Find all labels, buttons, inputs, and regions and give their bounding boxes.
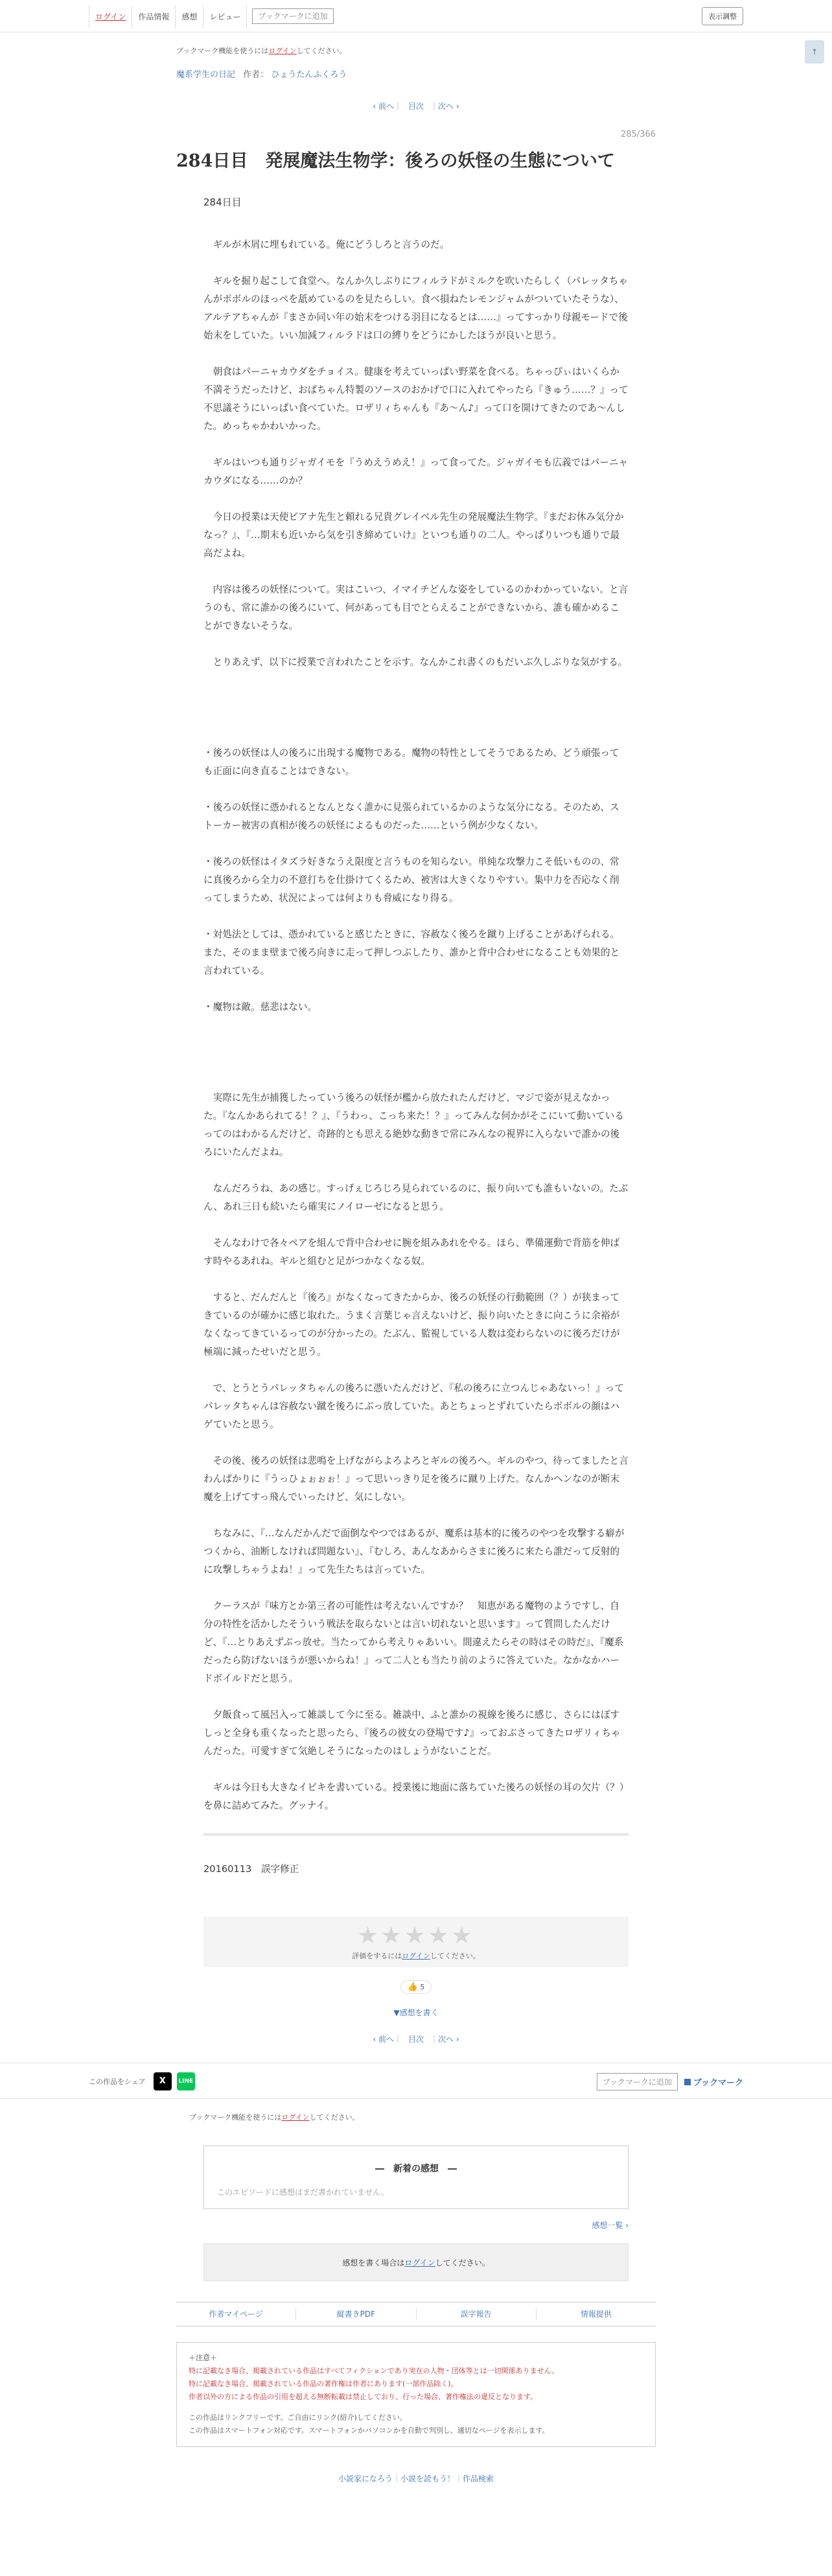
author-link[interactable]: ひょうたんふくろう xyxy=(271,70,347,80)
search-link[interactable]: 作品検索 xyxy=(463,2474,494,2483)
impressions-list-link[interactable]: 感想一覧 › xyxy=(592,2221,629,2230)
bookmark-notice-bottom-suffix: してください。 xyxy=(309,2113,360,2122)
login-link[interactable]: ログイン xyxy=(89,5,132,29)
bookmark-notice-login-link[interactable]: ログイン xyxy=(268,47,297,55)
footer-nav xyxy=(176,2302,656,2326)
toc-link-bottom[interactable]: 目次 xyxy=(408,2035,424,2044)
new-impressions-empty: このエピソードに感想はまだ書かれていません。 xyxy=(217,2188,389,2197)
next-link[interactable]: 次へ › xyxy=(438,102,459,111)
scroll-top-tab[interactable]: ↑ xyxy=(805,40,824,64)
bookmark-notice-text: ブックマーク機能を使うには xyxy=(176,47,269,55)
chapter-title: 284日目 発展魔法生物学：後ろの妖怪の生態について xyxy=(176,151,615,171)
rating-note-text: 評価をするには xyxy=(352,1952,402,1960)
rating-login-link[interactable]: ログイン xyxy=(402,1952,430,1960)
new-impressions-box xyxy=(203,2146,629,2209)
body-paragraph: ・魔物は敵。慈悲はない。 xyxy=(203,1001,318,1013)
reviews-link[interactable]: レビュー xyxy=(203,5,247,29)
share-bar xyxy=(0,2063,832,2099)
body-paragraph: ギルは今日も大きなイビキを書いている。授業後に地面に落ちていた後ろの妖怪の耳の欠片（？）を鼻に詰めてみた。グッナイ。 xyxy=(203,1782,625,1811)
body-paragraph: クーラスが『味方とか第三者の可能性は考えないんですか？ 知恵がある魔物のようですし、自分の特性を活かしたそういう戦法を取らないとは言い切れないと思います』って質問したんだけど、『…とりあえずぶっ放せ。当たってから考えりゃあいい。間違えたらその時はその時だ』、『魔系だったら防げないほうが悪いからね！』って二人とも当たり前のように答えていた。なかなかハードボイルドだと思う。 xyxy=(203,1600,624,1684)
bottom-links: 小説家になろう｜小説を読もう！｜作品検索 xyxy=(338,2474,494,2483)
body-paragraph xyxy=(203,690,629,708)
impressions-link[interactable]: 感想 xyxy=(176,5,203,29)
line-share-icon[interactable]: LINE xyxy=(177,2072,195,2090)
notice-gray-block xyxy=(189,2411,643,2437)
new-impressions-title: ― 新着の感想 ― xyxy=(375,2164,457,2174)
share-right xyxy=(597,2073,743,2090)
series-title-link[interactable]: 魔系学生の日記 xyxy=(176,70,236,80)
body-paragraph: なんだろうね、あの感じ。すっげぇじろじろ見られているのに、振り向いても誰もいないの。たぶん、あれ三日も続いたら確実にノイローゼになると思う。 xyxy=(203,1183,629,1212)
novel-body xyxy=(176,236,656,1815)
top-nav xyxy=(89,5,247,29)
body-paragraph: 今日の授業は天使ピアナ先生と頼れる兄貴グレイベル先生の発展魔法生物学。『まだお休み気分かなっ？』、『…期末も近いから気を引き締めていけ』といつも通りの二人。やっぱりいつも通りで最高だよね。 xyxy=(203,511,624,559)
body-paragraph: ちなみに、『…なんだかんだで面倒なやつではあるが、魔系は基本的に後ろのやつを攻撃する癖がつくから、油断しなければ問題ない』、『むしろ、あんなあからさまに後ろに来たら誰だって反射的に攻撃しちゃうよね！』って先生たちは言っていた。 xyxy=(203,1528,625,1575)
body-paragraph: ・後ろの妖怪はイタズラ好きなうえ限度と言うものを知らない。単純な攻撃力こそ低いものの、常に真後ろから全力の不意打ちを仕掛けてくるため、被害は大きくなりやすい。集中力を否応なく削ってしまうため、状況によっては何よりも脅威になり得る。 xyxy=(203,856,619,904)
impression-login-link[interactable]: ログイン xyxy=(404,2258,435,2267)
impression-login-text: 感想を書く場合は xyxy=(342,2258,405,2267)
body-paragraph: ・後ろの妖怪に憑かれるとなんとなく誰かに見張られているかのような気分になる。そのため、ストーカー被害の真相が後ろの妖怪によるものだった……という例が少なくない。 xyxy=(203,802,619,831)
share-label: この作品をシェア xyxy=(89,2078,146,2086)
bookmark-notice-bottom xyxy=(176,2112,656,2122)
body-paragraph: そんなわけで各々ペアを組んで背中合わせに腕を組みあれをやる。ほら、準備運動で背筋を伸ばす時やるあれね。ギルと組むと足がつかなくなる奴。 xyxy=(203,1237,620,1267)
bookmark-square-icon xyxy=(684,2079,691,2085)
rating-stars[interactable]: ★★★★★ xyxy=(357,1923,475,1949)
notice-red-line: 特に記載なき場合、掲載されている作品の著作権は作者にあります(一部作品除く)。 xyxy=(189,2380,458,2388)
bookmark-notice-bottom-text: ブックマーク機能を使うには xyxy=(189,2113,282,2122)
like-count: 5 xyxy=(420,1983,425,1991)
body-paragraph: とりあえず、以下に授業で言われたことを示す。なんかこれ書くのもだいぶ久しぶりな気がする。 xyxy=(203,657,628,668)
vertical-pdf-link[interactable]: 縦書きPDF xyxy=(296,2308,416,2320)
notice-red-line: 特に記載なき場合、掲載されている作品はすべてフィクションであり実在の人物・団体等とは一切関係ありません。 xyxy=(189,2367,559,2375)
display-settings-button[interactable]: 表示調整 xyxy=(702,7,743,25)
impression-login-suffix: してください。 xyxy=(435,2258,490,2267)
body-paragraph: ・対処法としては、憑かれていると感じたときに、容赦なく後ろを蹴り上げることがあげられる。また、そのまま壁まで後ろ向きに走って押しつぶしたり、誰かと背中合わせになることも効果的と言われている。 xyxy=(203,929,620,976)
bookmark-add-button[interactable]: ブックマークに追加 xyxy=(252,8,333,24)
body-paragraph: ギルを掘り起こして食堂へ。なんか久しぶりにフィルラドがミルクを吹いたらしく（パレッタちゃんがポボルのほっぺを舐めているのを見たらしい。食べ損ねたレモンジャムがついていたそうな）、アルテアちゃんが『まさか同い年の始末をつける羽目になるとは……』ってすっかり母親モードで後始末をしていた。いい加減フィルラドは口の縛りをどうにかしたほうが良いと思う。 xyxy=(203,275,628,341)
body-paragraph: すると、だんだんと『後ろ』がなくなってきたからか、後ろの妖怪の行動範囲（？）が狭まってきているのが確かに感じ取れた。うまく言葉じゃ言えないけど、振り向いたときに向こうに余裕がなくなってきているってのが分かったの。たぶん、監視している人数は変わらないのに後ろだけが極端に減ったせいだと思う。 xyxy=(203,1292,620,1357)
notice-box xyxy=(176,2342,656,2447)
notice-gray-line: この作品はリンクフリーです。ご自由にリンク(紹介)してください。 xyxy=(189,2413,407,2422)
episode-pager-top: ‹ 前へ｜ 目次 ｜次へ › xyxy=(373,102,459,111)
bookmark-link-label: ブックマーク xyxy=(693,2078,743,2088)
episode-count: 285/366 xyxy=(620,130,656,139)
narou-link[interactable]: 小説家になろう xyxy=(338,2474,393,2483)
lower-content xyxy=(176,2112,656,2281)
body-paragraph: ギルはいつも通りジャガイモを『うめえうめえ！』って食ってた。ジャガイモも広義ではパーニャカウダになる……のか？ xyxy=(203,457,629,486)
toc-link[interactable]: 目次 xyxy=(408,102,424,111)
rating-box xyxy=(203,1917,629,1967)
prev-link-bottom[interactable]: ‹ 前へ xyxy=(373,2035,394,2044)
series-info xyxy=(176,67,656,80)
bookmark-notice-bottom-login-link[interactable]: ログイン xyxy=(281,2113,310,2122)
thumbs-up-icon: 👍 xyxy=(407,1982,418,1992)
main-content xyxy=(176,45,656,2044)
body-paragraph: 夕飯食って風呂入って雑談して今に至る。雑談中、ふと誰かの視線を後ろに感じ、さらにはぽすしっと全身も重くなったと思ったら、『後ろの彼女の登場です♪』っておぶさってきたロザリィちゃんだった。可愛すぎて気絶しそうになったのはしょうがないことだ。 xyxy=(203,1709,621,1757)
info-provide-link[interactable]: 情報提供 xyxy=(580,2310,612,2319)
author-label: 作者： xyxy=(243,70,269,80)
typo-report-link[interactable]: 誤字報告 xyxy=(417,2308,537,2320)
chapter-subtitle: 284日目 xyxy=(203,196,242,208)
body-paragraph xyxy=(203,1035,629,1053)
author-mypage-link[interactable]: 作者マイページ xyxy=(176,2308,296,2320)
like-button[interactable] xyxy=(400,1980,432,1994)
body-paragraph: 朝食はパーニャカウダをチョイス。健康を考えていっぱい野菜を食べる。ちゃっぴぃはいくらか不満そうだったけど、おばちゃん特製のソースのおかげで口に入れてやったら『きゅう……？』って不思議そうにいっぱい食べていた。ロザリィちゃんも『あ〜ん♪』って口を開けてきたのであ〜んした。めっちゃかわいかった。 xyxy=(203,366,629,432)
body-paragraph: 実際に先生が捕獲したっていう後ろの妖怪が檻から放たれたんだけど、マジで姿が見えなかった。『なんかあられてる！？』、『うわっ、こっち来た！？』ってみんな何かがそこにいて動いているってのはわかるんだけど、奇跡的とも思える絶妙な動きで常にみんなの視界に入らないで誰かの後ろにいたんだよね。 xyxy=(203,1092,624,1158)
like-area xyxy=(176,1980,656,1994)
prev-link[interactable]: ‹ 前へ xyxy=(373,102,394,111)
body-paragraph: ・後ろの妖怪は人の後ろに出現する魔物である。魔物の特性としてそうであるため、どう頑張っても正面に向き直ることはできない。 xyxy=(203,747,619,777)
notice-head: ＋注意＋ xyxy=(189,2354,217,2362)
body-paragraph: 内容は後ろの妖怪について。実はこいつ、イマイチどんな姿をしているのかわかっていない。と言うのも、常に誰かの後ろにいて、何があっても目でとらえることができないから、誰も確かめることができないそうな。 xyxy=(203,584,629,631)
body-paragraph: その後、後ろの妖怪は悲鳴を上げながらよろよろとギルの後ろへ。ギルのやつ、待ってましたと言わんばかりに『うっひょぉぉぉ！』って思いっきり足を後ろに蹴り上げた。なんかヘンなのが断末魔を上げてすっ飛んでいったけど、気にしない。 xyxy=(203,1455,629,1503)
impression-login-box xyxy=(203,2243,629,2281)
bookmark-notice xyxy=(176,45,656,56)
notice-gray-line: この作品はスマートフォン対応です。スマートフォンかパソコンかを自動で判別し、適切なページを表示します。 xyxy=(189,2426,549,2435)
rating-note-suffix: してください。 xyxy=(430,1952,480,1960)
x-share-icon[interactable]: X xyxy=(154,2072,172,2090)
episode-pager-bottom: ‹ 前へ｜ 目次 ｜次へ › xyxy=(373,2035,459,2044)
bookmark-link[interactable] xyxy=(684,2076,743,2088)
rating-note xyxy=(203,1950,629,1961)
body-paragraph: で、とうとうパレッタちゃんの後ろに憑いたんだけど、『私の後ろに立つんじゃあないっ！』ってパレッタちゃんは容赦ない蹴を後ろにぶっ放していた。あとちょっとずれていたらポボルの顔はハゲていたと思う。 xyxy=(203,1383,624,1430)
bookmark-notice-suffix: してください。 xyxy=(296,47,347,55)
work-info-link[interactable]: 作品情報 xyxy=(132,5,176,29)
afterword: 20160113 誤字修正 xyxy=(203,1864,299,1875)
notice-red-line: 作者以外の方による作品の引用を超える無断転載は禁止しており、行った場合、著作権法の違反となります。 xyxy=(189,2393,538,2401)
next-link-bottom[interactable]: 次へ › xyxy=(438,2035,459,2044)
yomou-link[interactable]: 小説を読もう！ xyxy=(400,2474,455,2483)
body-paragraph: ギルが木屑に埋もれている。俺にどうしろと言うのだ。 xyxy=(203,239,450,250)
top-bar xyxy=(0,0,832,32)
write-impression-link[interactable]: ▼感想を書く xyxy=(393,2008,439,2017)
bookmark-add-button-bottom[interactable]: ブックマークに追加 xyxy=(597,2073,678,2090)
